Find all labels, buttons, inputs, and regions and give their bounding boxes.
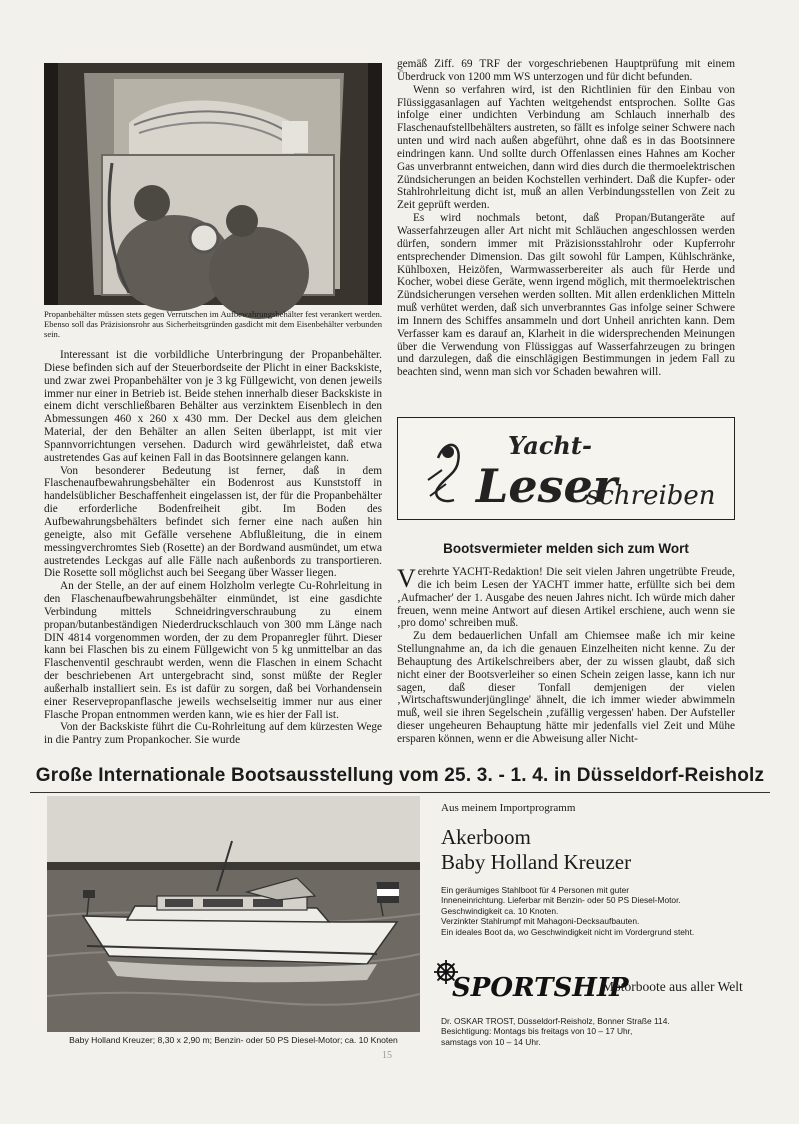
paragraph: Von der Backskiste führt die Cu-Rohrleitung auf dem kürzesten Wege in die Pantry zum Propankocher. Sie wurde bbox=[44, 721, 382, 747]
propane-container-photo bbox=[44, 63, 382, 305]
address-line: Besichtigung: Montags bis freitags von 10 – 17 Uhr, bbox=[441, 1026, 633, 1037]
letter-heading: Bootsvermieter melden sich zum Wort bbox=[443, 541, 689, 556]
paragraph: Es wird nochmals betont, daß Propan/Butangeräte auf Wasserfahrzeugen aller Art nicht mit Schläuchen angeschlossen werden dürfen, sondern immer mit Präzisionsstahlrohr oder Kupferrohr entsprechender Dimension. Das gilt sowohl für Lampen, Kühlschränke, Kühlboxen, Heizöfen, Warmwasserbereiter als auch für Herde und Kocher, wobei diese Geräte, wenn irgend möglich, mit thermoelektrischen Zündsicherungen versehen werden sollten. Mit allen erdenklichen Mitteln muß verhütet werden, daß sich unverbranntes Gas infolge seiner Schwere im Innern des Schiffes ansammeln und dort Unheil anrichten kann. Dem Verfasser kam es darauf an, Klarheit in die widersprechenden Meinungen über die Verwendung von Flüssiggas auf Wasserfahrzeugen zu bringen und darzulegen, daß die einschlägigen Bestimmungen in jedem Fall zu beachten sind, wenn man sich vor Schaden bewahren will. bbox=[397, 212, 735, 379]
paragraph: gemäß Ziff. 69 TRF der vorgeschriebenen Hauptprüfung mit einem Überdruck von 1200 mm WS unterzogen und für dicht befunden. bbox=[397, 58, 735, 83]
reader-letter bbox=[397, 566, 735, 746]
description-line: Verzinkter Stahlrumpf mit Mahagoni-Decksaufbauten. bbox=[441, 916, 640, 927]
paragraph: An der Stelle, an der auf einem Holzholm verlegte Cu-Rohrleitung in den Flaschenaufbewahrungsbehälter einmündet, ist eine gasdichte Verbindung mittels Schneidringverschraubung zu einem propan/butanbeständigen Niederdruckschlauch von 300 mm Länge nach DIN 4814 vorgenommen worden, der zu dem Propanregler führt. Dieser kann bei Flaschen bis zu einem Füllgewicht von 5 kg unmittelbar an das Flaschenventil geschraubt werden, wenn die Flaschen in einem Schacht der beschriebenen Art untergebracht sind, sonst müßte der Regler außerhalb installiert sein. Es ist dafür zu sorgen, daß bei Vorhandensein einer Reservepropanflasche jeweils wechselseitig immer nur aus einer Flasche Propan entnommen werden kann, wie es hier der Fall ist. bbox=[44, 580, 382, 721]
logo-top-text: Yacht- bbox=[508, 431, 592, 460]
right-column-article bbox=[397, 58, 735, 379]
photo-caption: Propanbehälter müssen stets gegen Verrutschen im Aufbewahrungsbehälter fest verankert werden. Ebenso soll das Präzisionsrohr aus Sicherheitsgründen gasdicht mit dem Eisenbehälter verbunden sein. bbox=[44, 309, 382, 340]
paragraph: Wenn so verfahren wird, ist den Richtlinien für den Einbau von Flüssiggasanlagen auf Yachten weitgehendst entsprochen. Sollte Gas infolge einer undichten Verbindung am Schlauch innerhalb des Flaschenaufstellbehälters austreten, so fällt es infolge seiner Schwere nach unten und wird nach außen abgeführt, ohne daß es in das Bootsinnere eindringen kann. Und sollte durch Offenlassen eines Hahnes am Kocher Gas unverbrannt entweichen, dann wird dies durch die thermoelektrischen Zündsicherungen an beiden Kochstellen verhindert. Daß die Kupfer- oder Stahlrohrleitung dicht ist, muß an allen Verbindungsstellen von Zeit zu Zeit geprüft werden. bbox=[397, 83, 735, 212]
model-line-1: Akerboom bbox=[441, 825, 531, 849]
paragraph: Interessant ist die vorbildliche Unterbringung der Propanbehälter. Diese befinden sich auf der Steuerbordseite der Plicht in einer Backskiste, und zwar zwei Propanbehälter von je 3 kg Füllgewicht, von denen jeweils immer nur einer in Betrieb ist. Beide stehen innerhalb dieser Backskiste in einem dicht verschließbaren Behälter aus verzinktem Eisenblech in den Abmessungen 460 x 260 x 430 mm. Der Deckel aus dem gleichen Material, der den Behälter an allen Seiten überlappt, ist mit vier Spannvorrichtungen versehen. Dadurch wird gewährleistet, daß etwa austretendes Gas auf keinen Fall in das Bootsinnere gelangen kann. bbox=[44, 349, 382, 464]
boat-photo bbox=[47, 796, 420, 1032]
logo-main-text: Leser bbox=[476, 459, 618, 513]
logo-wordmark: SPORTSHIP bbox=[452, 973, 629, 1003]
sportship-logo bbox=[430, 958, 629, 1004]
paragraph: Von besonderer Bedeutung ist ferner, daß in dem Flaschenaufbewahrungsbehälter ein Bodenrost aus Kunststoff in handelsüblicher Beschaffenheit eingelassen ist, der für die Propanbehälter die erforderliche Bodenfreiheit gibt. Im Boden des Aufbewahrungsbehälters befindet sich ferner eine nach außen hin geneigte, also mit Gefälle versehene Abflußleitung, die in einem messingverchromtes Sieb (Rosette) an der Bordwand ausmündet, um etwa austretendes Leckgas auf alle Fälle nach außenbords zu transportieren. Die Rosette soll möglichst auch bei Seegang über Wasser liegen. bbox=[44, 464, 382, 580]
import-line: Aus meinem Importprogramm bbox=[441, 802, 576, 814]
boat-photo-caption: Baby Holland Kreuzer; 8,30 x 2,90 m; Benzin- oder 50 PS Diesel-Motor; ca. 10 Knoten bbox=[69, 1035, 398, 1045]
tagline: Motorboote aus aller Welt bbox=[602, 979, 743, 994]
dropcap: V bbox=[397, 564, 416, 593]
ad-banner: Große Internationale Bootsausstellung vom 25. 3. - 1. 4. in Düsseldorf-Reisholz bbox=[35, 765, 765, 786]
address-line: Dr. OSKAR TROST, Düsseldorf-Reisholz, Bonner Straße 114. bbox=[441, 1016, 670, 1026]
description-line: Ein ideales Boot da, wo Geschwindigkeit nicht im Vordergrund steht. bbox=[441, 926, 695, 937]
model-line-2: Baby Holland Kreuzer bbox=[441, 850, 632, 874]
letter-paragraph: Zu dem bedauerlichen Unfall am Chiemsee maße ich mir keine Stellungnahme an, da ich die genauen Einzelheiten nicht kenne. Zu der Behauptung des Artikelschreibers aber, der zu wissen glaubt, daß sich nicht einer der Bootsverleiher so einen Schein zeigen lasse, kann ich nur sagen, daß dieser Tonfall demjenigen der vielen ‚Wirtschaftswunderjünglinge' ähnelt, die ich immer wieder abwimmeln muß, weil sie ihren Segelschein ‚zufällig vergessen' haben. Der Aufsteller dieser ungeheuren Behauptung hätte mir jedenfalls viel Zeit und Mühe ersparen können, wenn er die Abweisung aller Nicht- bbox=[397, 630, 735, 745]
logo-script-text: schreiben bbox=[586, 481, 716, 511]
dealer-address bbox=[441, 1016, 670, 1047]
letter-paragraph: erehrte YACHT-Redaktion! Die seit vielen Jahren ungetrübte Freude, die ich beim Lesen der YACHT immer hatte, erfüllte sich bei dem ‚Aufmacher' der 1. Ausgabe des neuen Jahres nicht. Ich würde mich daher freuen, wenn meine Antwort auf diesen Artikel erschiene, auch wenn sie ‚pro domo' schreiben muß. bbox=[397, 566, 735, 630]
description-line: Geschwindigkeit ca. 10 Knoten. bbox=[441, 905, 559, 916]
yacht-leser-schreiben-logo bbox=[397, 417, 735, 520]
description-line: Inneneinrichtung. Lieferbar mit Benzin- oder 50 PS Diesel-Motor. bbox=[441, 895, 681, 906]
boat-description bbox=[441, 885, 761, 937]
left-column-article bbox=[44, 349, 382, 747]
address-line: samstags von 10 – 14 Uhr. bbox=[441, 1036, 541, 1047]
page-number: 15 bbox=[382, 1050, 392, 1061]
divider bbox=[30, 792, 770, 793]
description-line: Ein geräumiges Stahlboot für 4 Personen mit guter bbox=[441, 885, 630, 895]
